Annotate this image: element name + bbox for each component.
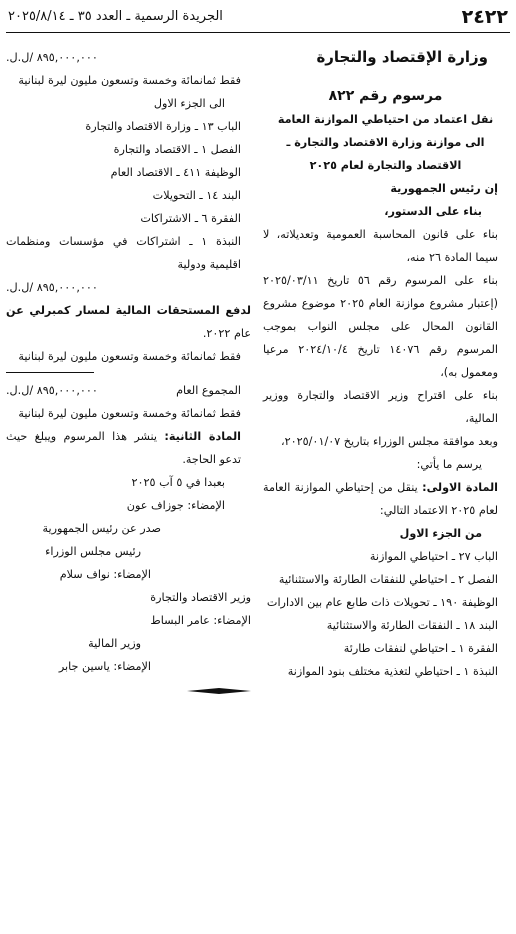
- purpose: [6, 299, 251, 345]
- amount-1-words: فقط ثمانمائة وخمسة وتسعون مليون ليرة لبنانية: [18, 74, 241, 87]
- article-1-text: ينقل من إحتياطي الموازنة العامة لعام ٢٠٢٥ الاعتماد التالي:: [263, 481, 498, 517]
- finance-minister-title: وزير المالية: [88, 637, 141, 650]
- from-part-heading: من الجزء الاول: [399, 527, 482, 540]
- page-header: [6, 6, 510, 32]
- to-line-chapter: الباب ١٣ ـ وزارة الاقتصاد والتجارة: [85, 120, 241, 133]
- article-1-label: المادة الاولى:: [422, 481, 498, 494]
- end-ornament: [187, 688, 251, 694]
- right-column: [263, 46, 508, 683]
- decree-subject-line-1: نقل اعتماد من احتياطي الموازنة العامة: [277, 113, 494, 126]
- from-line-subitem: النبذة ١ ـ احتياطي لتغذية مختلف بنود الموازنة: [287, 665, 498, 678]
- preamble-para-3: بناء على اقتراح وزير الاقتصاد والتجارة ووزير المالية،: [263, 389, 498, 425]
- to-line-function: الوظيفة ٤١١ ـ الاقتصاد العام: [110, 166, 241, 179]
- article-2-text: ينشر هذا المرسوم ويبلغ حيث تدعو الحاجة.: [6, 430, 241, 466]
- from-line-chapter: الباب ٢٧ ـ احتياطي الموازنة: [369, 550, 498, 563]
- finance-minister-signature: الإمضاء: ياسين جابر: [58, 660, 151, 673]
- pm-title: رئيس مجلس الوزراء: [45, 545, 141, 558]
- total-words: فقط ثمانمائة وخمسة وتسعون مليون ليرة لبنانية: [18, 407, 241, 420]
- amount-1: ٨٩٥,٠٠٠,٠٠٠ /ل.ل.: [6, 51, 98, 64]
- grand-total-label: المجموع العام: [176, 384, 241, 397]
- from-line-function: الوظيفة ١٩٠ ـ تحويلات ذات طابع عام بين الادارات: [266, 596, 498, 609]
- economy-minister-signature: الإمضاء: عامر البساط: [150, 614, 251, 627]
- economy-minister-title: وزير الاقتصاد والتجارة: [150, 591, 251, 604]
- decrees-line: يرسم ما يأتي:: [416, 458, 482, 471]
- amount-2-words: فقط ثمانمائة وخمسة وتسعون مليون ليرة لبنانية: [18, 350, 241, 363]
- grand-total-amount: ٨٩٥,٠٠٠,٠٠٠ /ل.ل.: [6, 384, 98, 397]
- to-line-subitem: النبذة ١ ـ اشتراكات في مؤسسات ومنظمات اقليمية ودولية: [6, 235, 241, 271]
- header-rule: [6, 32, 510, 33]
- total-separator: [6, 372, 94, 373]
- preamble-para-2: بناء على المرسوم رقم ٥٦ تاريخ ٢٠٢٥/٠٣/١١ (إعتبار مشروع موازنة العام ٢٠٢٥ موضوع مشروع القانون المحال على مجلس النواب بموجب المرسوم رقم ١٤٠٧٦ تاريخ ٢٠٢٤/١٠/٤ مرعيا ومعمول به)،: [263, 274, 498, 379]
- preamble-para-4: وبعد موافقة مجلس الوزراء بتاريخ ٢٠٢٥/٠١/٠٧،: [281, 435, 498, 448]
- president-line: إن رئيس الجمهورية: [390, 182, 498, 195]
- to-part-heading: الى الجزء الاول: [153, 97, 225, 110]
- issued-by: صدر عن رئيس الجمهورية: [42, 522, 161, 535]
- decree-subject-line-2: الى موازنة وزارة الاقتصاد والتجارة ـ: [286, 136, 485, 149]
- grand-total-row: [6, 379, 251, 402]
- from-line-section: الفصل ٢ ـ احتياطي للنفقات الطارئة والاستثنائية: [278, 573, 498, 586]
- from-line-item: البند ١٨ ـ النفقات الطارئة والاستثنائية: [326, 619, 498, 632]
- page-number: ٢٤٢٢: [461, 6, 508, 28]
- article-2-label: المادة الثانية:: [164, 430, 241, 443]
- pm-signature: الإمضاء: نواف سلام: [59, 568, 151, 581]
- gazette-title: الجريدة الرسمية ـ العدد ٣٥ ـ ٢٠٢٥/٨/١٤: [8, 9, 223, 24]
- president-signature: الإمضاء: جوزاف عون: [126, 499, 225, 512]
- article-2: [6, 425, 251, 471]
- to-line-paragraph: الفقرة ٦ ـ الاشتراكات: [140, 212, 241, 225]
- constitution-line: بناء على الدستور،: [384, 205, 482, 218]
- from-line-paragraph: الفقرة ١ ـ احتياطي لنفقات طارئة: [343, 642, 498, 655]
- to-line-item: البند ١٤ ـ التحويلات: [152, 189, 241, 202]
- to-line-section: الفصل ١ ـ الاقتصاد والتجارة: [113, 143, 241, 156]
- amount-2: ٨٩٥,٠٠٠,٠٠٠ /ل.ل.: [6, 281, 98, 294]
- signing-date: بعبدا في ٥ آب ٢٠٢٥: [131, 476, 225, 489]
- purpose-rest: عام ٢٠٢٢.: [202, 327, 251, 340]
- left-column: [6, 46, 251, 694]
- decree-number: مرسوم رقم ٨٢٢: [328, 88, 443, 104]
- ministry-title: وزارة الإقتصاد والتجارة: [316, 48, 488, 66]
- article-1: [263, 476, 508, 522]
- decree-subject-line-3: الاقتصاد والتجارة لعام ٢٠٢٥: [309, 159, 462, 172]
- preamble-para-1: بناء على قانون المحاسبة العمومية وتعديلاته، لا سيما المادة ٢٦ منه،: [263, 228, 498, 264]
- purpose-bold: لدفع المستحقات المالية لمسار كمبرلي عن: [6, 304, 251, 317]
